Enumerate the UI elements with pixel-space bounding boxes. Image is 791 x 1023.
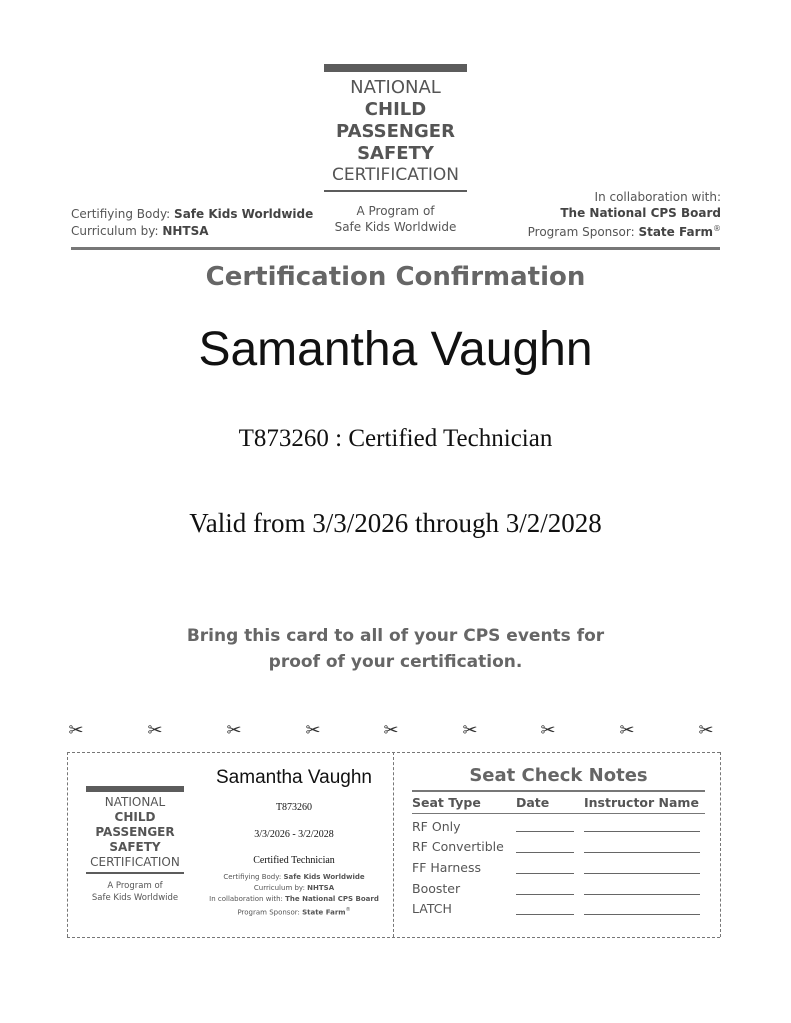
certifying-body-label: Certifiying Body: (71, 207, 175, 221)
card-valid-dates: 3/3/2026 - 3/2/2028 (254, 829, 334, 840)
seat-check-title: Seat Check Notes (469, 765, 648, 786)
card-collaboration (195, 894, 393, 904)
scissors-icon: ✂ (540, 720, 556, 741)
card-sponsor-value: State Farm (302, 908, 346, 917)
seat-check-header-rule (412, 813, 705, 814)
scissors-icon: ✂ (147, 720, 163, 741)
instructor-blank (584, 873, 700, 874)
date-blank (516, 873, 574, 874)
cut-line-middle (393, 752, 394, 937)
seat-type-row: RF Only (412, 819, 461, 834)
reminder-line-1: Bring this card to all of your CPS events for (186, 626, 605, 646)
program-sponsor (528, 221, 721, 240)
card-logo-program-2: Safe Kids Worldwide (91, 893, 179, 903)
scissors-icon: ✂ (226, 720, 242, 741)
card-logo-national: NATIONAL (104, 795, 166, 809)
card-cert-level: Certified Technician (253, 855, 335, 866)
date-blank (516, 894, 574, 895)
card-certifying-value: Safe Kids Worldwide (283, 873, 365, 881)
seat-type-row: LATCH (412, 901, 452, 916)
card-logo-safety: SAFETY (109, 840, 161, 854)
certifying-body-value: Safe Kids Worldwide (174, 207, 314, 221)
validity-line: Valid from 3/3/2026 through 3/2/2028 (189, 508, 602, 538)
logo-safety: SAFETY (357, 143, 434, 164)
certifying-body (71, 206, 313, 222)
scissors-icon: ✂ (462, 720, 478, 741)
curriculum-value: NHTSA (162, 224, 209, 238)
card-logo-certification: CERTIFICATION (90, 855, 180, 869)
card-logo-passenger: PASSENGER (95, 825, 175, 839)
card-logo-top-bar (86, 786, 184, 792)
card-logo-bottom-bar (86, 872, 184, 874)
card-curriculum-label: Curriculum by: (253, 884, 308, 892)
certification-line: T873260 : Certified Technician (238, 425, 553, 452)
card-cert-id: T873260 (275, 802, 313, 813)
sponsor-value: State Farm (638, 225, 713, 239)
col-header-instructor: Instructor Name (584, 795, 699, 810)
cut-line-right (720, 752, 721, 937)
seat-check-title-rule (412, 790, 705, 792)
collaboration-value (560, 205, 721, 221)
date-blank (516, 914, 574, 915)
instructor-blank (584, 831, 700, 832)
card-sponsor (195, 905, 393, 917)
card-registered-mark: ® (345, 907, 351, 913)
instructor-blank (584, 852, 700, 853)
card-logo-child: CHILD (114, 810, 156, 824)
reminder-line-2: proof of your certification. (268, 652, 523, 672)
card-holder-name: Samantha Vaughn (216, 767, 372, 788)
collaboration-label: In collaboration with: (594, 190, 721, 204)
card-collab-value: The National CPS Board (285, 895, 379, 903)
cut-line-bottom (67, 937, 720, 938)
logo-bottom-bar (324, 190, 467, 192)
instructor-blank (584, 914, 700, 915)
cut-line-left (67, 752, 68, 937)
page-title: Certification Confirmation (205, 262, 586, 292)
col-header-seat-type: Seat Type (412, 795, 481, 810)
card-curriculum-value: NHTSA (307, 884, 335, 892)
curriculum (71, 223, 209, 239)
scissors-icon: ✂ (383, 720, 399, 741)
card-sponsor-label: Program Sponsor: (237, 908, 303, 917)
scissors-icon: ✂ (305, 720, 321, 741)
col-header-date: Date (516, 795, 550, 810)
scissors-icon: ✂ (698, 720, 714, 741)
scissors-icon: ✂ (619, 720, 635, 741)
sponsor-label: Program Sponsor: (527, 225, 639, 239)
logo-national: NATIONAL (350, 77, 441, 98)
logo-passenger: PASSENGER (336, 121, 455, 142)
card-certifying-body (195, 872, 393, 882)
logo-child: CHILD (364, 99, 427, 120)
holder-name: Samantha Vaughn (198, 323, 593, 376)
card-collab-label: In collaboration with: (209, 895, 286, 903)
logo-top-bar (324, 64, 467, 72)
seat-type-row: Booster (412, 881, 461, 896)
instructor-blank (584, 894, 700, 895)
logo-certification: CERTIFICATION (331, 165, 460, 185)
collaboration-value-text: The National CPS Board (560, 206, 721, 220)
curriculum-label: Curriculum by: (71, 224, 163, 238)
card-logo-program-1: A Program of (107, 881, 163, 891)
date-blank (516, 831, 574, 832)
card-curriculum (195, 883, 393, 893)
scissors-icon: ✂ (68, 720, 84, 741)
logo-program-line1: A Program of (356, 204, 435, 218)
registered-mark: ® (713, 224, 721, 233)
seat-type-row: RF Convertible (412, 839, 504, 854)
header-divider (71, 247, 720, 250)
date-blank (516, 852, 574, 853)
card-certifying-label: Certifiying Body: (223, 873, 284, 881)
seat-type-row: FF Harness (412, 860, 481, 875)
logo-program-line2: Safe Kids Worldwide (334, 220, 457, 234)
